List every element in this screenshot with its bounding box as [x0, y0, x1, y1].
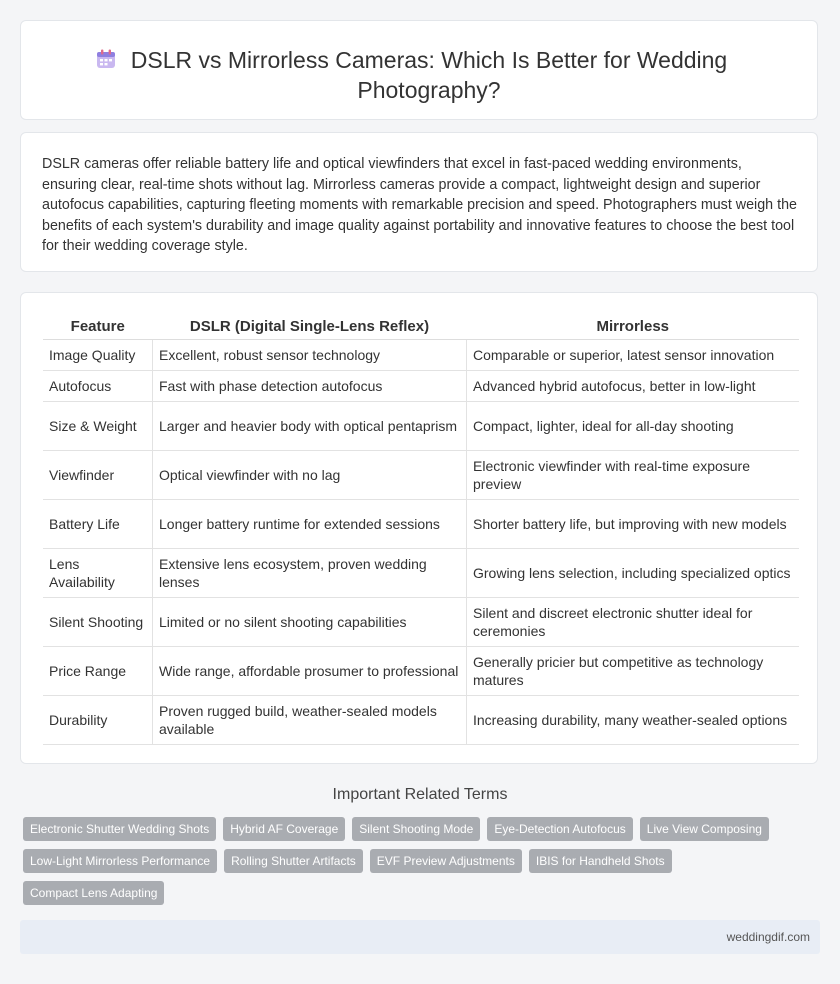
mirrorless-cell: Generally pricier but competitive as technology matures [467, 647, 800, 696]
header-dslr: DSLR (Digital Single-Lens Reflex) [153, 313, 467, 340]
related-term-tag[interactable]: Live View Composing [640, 817, 769, 841]
mirrorless-cell: Comparable or superior, latest sensor innovation [467, 340, 800, 371]
dslr-cell: Proven rugged build, weather-sealed models available [153, 696, 467, 745]
mirrorless-cell: Increasing durability, many weather-sealed options [467, 696, 800, 745]
dslr-cell: Optical viewfinder with no lag [153, 451, 467, 500]
related-term-tag[interactable]: Compact Lens Adapting [23, 881, 164, 905]
mirrorless-cell: Advanced hybrid autofocus, better in low-light [467, 371, 800, 402]
table-row [43, 402, 799, 451]
table-header-row [43, 313, 799, 340]
table-row [43, 340, 799, 371]
comparison-card [20, 292, 818, 764]
header-mirrorless: Mirrorless [467, 313, 800, 340]
page-title: DSLR vs Mirrorless Cameras: Which Is Better for Wedding Photography? [130, 47, 728, 103]
mirrorless-cell: Compact, lighter, ideal for all-day shooting [467, 402, 800, 451]
intro-card [20, 132, 818, 272]
related-term-tag[interactable]: Rolling Shutter Artifacts [224, 849, 363, 873]
table-row [43, 451, 799, 500]
footer [20, 920, 820, 954]
feature-cell: Durability [43, 696, 153, 745]
table-row [43, 696, 799, 745]
mirrorless-cell: Shorter battery life, but improving with new models [467, 500, 800, 549]
dslr-cell: Limited or no silent shooting capabilities [153, 598, 467, 647]
header-feature: Feature [43, 313, 153, 340]
dslr-cell: Longer battery runtime for extended sessions [153, 500, 467, 549]
feature-cell: Autofocus [43, 371, 153, 402]
table-row [43, 549, 799, 598]
feature-cell: Viewfinder [43, 451, 153, 500]
related-terms-list [23, 817, 813, 905]
title-card [20, 20, 818, 120]
mirrorless-cell: Electronic viewfinder with real-time exposure preview [467, 451, 800, 500]
related-term-tag[interactable]: IBIS for Handheld Shots [529, 849, 672, 873]
related-term-tag[interactable]: Electronic Shutter Wedding Shots [23, 817, 216, 841]
table-row [43, 371, 799, 402]
dslr-cell: Fast with phase detection autofocus [153, 371, 467, 402]
related-term-tag[interactable]: Eye-Detection Autofocus [487, 817, 632, 841]
feature-cell: Lens Availability [43, 549, 153, 598]
dslr-cell: Wide range, affordable prosumer to professional [153, 647, 467, 696]
related-terms-title: Important Related Terms [332, 786, 508, 803]
related-term-tag[interactable]: Low-Light Mirrorless Performance [23, 849, 217, 873]
related-term-tag[interactable]: Hybrid AF Coverage [223, 817, 345, 841]
feature-cell: Silent Shooting [43, 598, 153, 647]
table-row [43, 500, 799, 549]
feature-cell: Price Range [43, 647, 153, 696]
feature-cell: Battery Life [43, 500, 153, 549]
table-row [43, 647, 799, 696]
comparison-table [43, 313, 799, 745]
table-row [43, 598, 799, 647]
related-term-tag[interactable]: Silent Shooting Mode [352, 817, 480, 841]
feature-cell: Image Quality [43, 340, 153, 371]
footer-site-link[interactable]: weddingdif.com [726, 930, 810, 944]
dslr-cell: Larger and heavier body with optical pentaprism [153, 402, 467, 451]
dslr-cell: Extensive lens ecosystem, proven wedding lenses [153, 549, 467, 598]
mirrorless-cell: Silent and discreet electronic shutter ideal for ceremonies [467, 598, 800, 647]
related-term-tag[interactable]: EVF Preview Adjustments [370, 849, 522, 873]
dslr-cell: Excellent, robust sensor technology [153, 340, 467, 371]
intro-paragraph: DSLR cameras offer reliable battery life and optical viewfinders that excel in fast-paced wedding environments, ensuring clear, real-time shots without lag. Mirrorless cameras provide a compact, lightweight design and superior autofocus capabilities, capturing fleeting moments with remarkable precision and speed. Photographers must weigh the benefits of each system's durability and image quality against portability and innovative features to choose the best tool for their wedding coverage style. [42, 156, 797, 255]
feature-cell: Size & Weight [43, 402, 153, 451]
mirrorless-cell: Growing lens selection, including specialized optics [467, 549, 800, 598]
